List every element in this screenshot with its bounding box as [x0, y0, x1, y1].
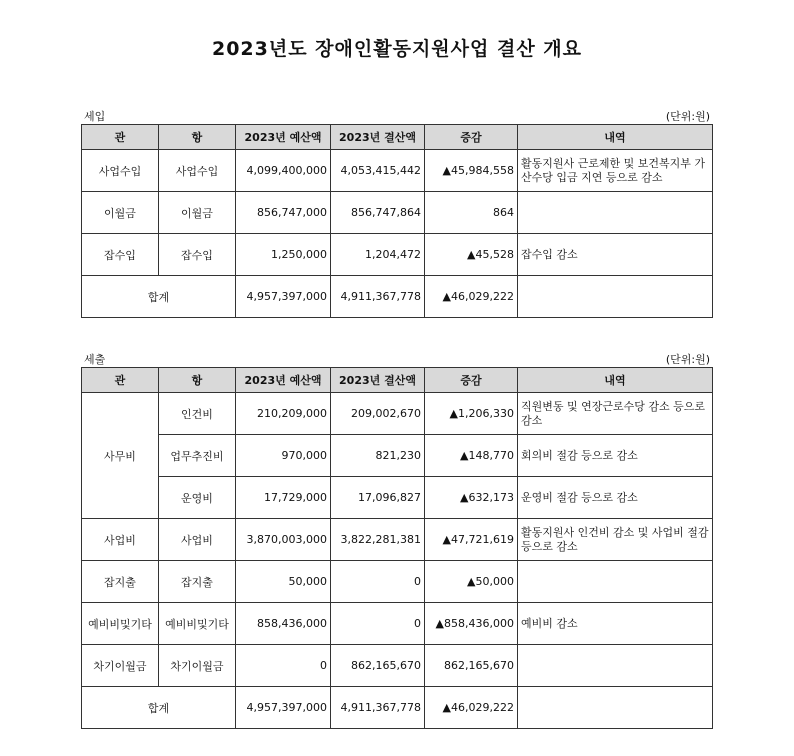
cell-hang: 운영비 — [159, 477, 236, 519]
cell-settlement: 209,002,670 — [331, 393, 425, 435]
cell-details: 회의비 절감 등으로 감소 — [518, 435, 713, 477]
cell-hang: 차기이월금 — [159, 645, 236, 687]
cell-settlement: 862,165,670 — [331, 645, 425, 687]
cell-change: ▲47,721,619 — [425, 519, 518, 561]
header-budget: 2023년 예산액 — [236, 125, 331, 150]
cell-gwan: 이월금 — [82, 192, 159, 234]
cell-budget: 4,099,400,000 — [236, 150, 331, 192]
cell-hang: 예비비및기타 — [159, 603, 236, 645]
cell-budget: 4,957,397,000 — [236, 687, 331, 729]
cell-hang: 이월금 — [159, 192, 236, 234]
cell-details — [518, 687, 713, 729]
page-title: 2023년도 장애인활동지원사업 결산 개요 — [211, 38, 583, 60]
cell-settlement: 856,747,864 — [331, 192, 425, 234]
cell-details: 예비비 감소 — [518, 603, 713, 645]
cell-budget: 970,000 — [236, 435, 331, 477]
cell-details: 활동지원사 인건비 감소 및 사업비 절감 등으로 감소 — [518, 519, 713, 561]
header-change: 증감 — [425, 125, 518, 150]
cell-details — [518, 276, 713, 318]
cell-change: ▲50,000 — [425, 561, 518, 603]
cell-change: ▲1,206,330 — [425, 393, 518, 435]
total-row — [82, 276, 713, 318]
expense-section-label: 세출 — [84, 353, 106, 366]
cell-budget: 50,000 — [236, 561, 331, 603]
cell-change: ▲46,029,222 — [425, 276, 518, 318]
table-row — [82, 234, 713, 276]
cell-details: 운영비 절감 등으로 감소 — [518, 477, 713, 519]
cell-gwan: 사무비 — [82, 393, 159, 519]
table-row — [82, 561, 713, 603]
cell-change: ▲858,436,000 — [425, 603, 518, 645]
table-row — [82, 435, 713, 477]
cell-gwan: 차기이월금 — [82, 645, 159, 687]
cell-gwan: 잡수입 — [82, 234, 159, 276]
header-hang: 항 — [159, 125, 236, 150]
cell-gwan: 잡지출 — [82, 561, 159, 603]
cell-change: ▲46,029,222 — [425, 687, 518, 729]
header-gwan: 관 — [82, 125, 159, 150]
income-section-label: 세입 — [84, 110, 106, 123]
cell-settlement: 3,822,281,381 — [331, 519, 425, 561]
table-row — [82, 603, 713, 645]
header-details: 내역 — [518, 125, 713, 150]
cell-settlement: 4,911,367,778 — [331, 276, 425, 318]
cell-change: 862,165,670 — [425, 645, 518, 687]
cell-hang: 인건비 — [159, 393, 236, 435]
cell-change: ▲148,770 — [425, 435, 518, 477]
cell-gwan: 예비비및기타 — [82, 603, 159, 645]
total-row — [82, 687, 713, 729]
income-unit-label: (단위:원) — [665, 110, 710, 123]
cell-settlement: 1,204,472 — [331, 234, 425, 276]
cell-settlement: 17,096,827 — [331, 477, 425, 519]
cell-budget: 210,209,000 — [236, 393, 331, 435]
expense-header-row — [82, 368, 713, 393]
cell-settlement: 4,911,367,778 — [331, 687, 425, 729]
cell-budget: 3,870,003,000 — [236, 519, 331, 561]
cell-gwan: 사업수입 — [82, 150, 159, 192]
cell-details — [518, 645, 713, 687]
cell-details — [518, 561, 713, 603]
header-gwan: 관 — [82, 368, 159, 393]
income-table — [81, 124, 713, 318]
header-budget: 2023년 예산액 — [236, 368, 331, 393]
cell-details: 잡수입 감소 — [518, 234, 713, 276]
cell-budget: 0 — [236, 645, 331, 687]
table-row — [82, 192, 713, 234]
cell-details: 직원변동 및 연장근로수당 감소 등으로 감소 — [518, 393, 713, 435]
cell-budget: 856,747,000 — [236, 192, 331, 234]
income-header-row — [82, 125, 713, 150]
cell-hang: 사업비 — [159, 519, 236, 561]
cell-change: 864 — [425, 192, 518, 234]
cell-details — [518, 192, 713, 234]
cell-hang: 사업수입 — [159, 150, 236, 192]
cell-budget: 17,729,000 — [236, 477, 331, 519]
table-row — [82, 150, 713, 192]
cell-settlement: 4,053,415,442 — [331, 150, 425, 192]
header-settlement: 2023년 결산액 — [331, 125, 425, 150]
header-hang: 항 — [159, 368, 236, 393]
expense-table — [81, 367, 713, 729]
cell-settlement: 0 — [331, 561, 425, 603]
cell-budget: 858,436,000 — [236, 603, 331, 645]
cell-hang: 업무추진비 — [159, 435, 236, 477]
cell-hang: 잡지출 — [159, 561, 236, 603]
table-row — [82, 393, 713, 435]
cell-settlement: 821,230 — [331, 435, 425, 477]
cell-change: ▲632,173 — [425, 477, 518, 519]
cell-change: ▲45,528 — [425, 234, 518, 276]
table-row — [82, 477, 713, 519]
cell-hang: 잡수입 — [159, 234, 236, 276]
cell-total-label: 합계 — [82, 276, 236, 318]
header-settlement: 2023년 결산액 — [331, 368, 425, 393]
header-details: 내역 — [518, 368, 713, 393]
cell-change: ▲45,984,558 — [425, 150, 518, 192]
cell-budget: 4,957,397,000 — [236, 276, 331, 318]
cell-gwan: 사업비 — [82, 519, 159, 561]
header-change: 증감 — [425, 368, 518, 393]
expense-unit-label: (단위:원) — [665, 353, 710, 366]
cell-total-label: 합계 — [82, 687, 236, 729]
cell-details: 활동지원사 근로제한 및 보건복지부 가산수당 입금 지연 등으로 감소 — [518, 150, 713, 192]
table-row — [82, 519, 713, 561]
table-row — [82, 645, 713, 687]
cell-settlement: 0 — [331, 603, 425, 645]
cell-budget: 1,250,000 — [236, 234, 331, 276]
